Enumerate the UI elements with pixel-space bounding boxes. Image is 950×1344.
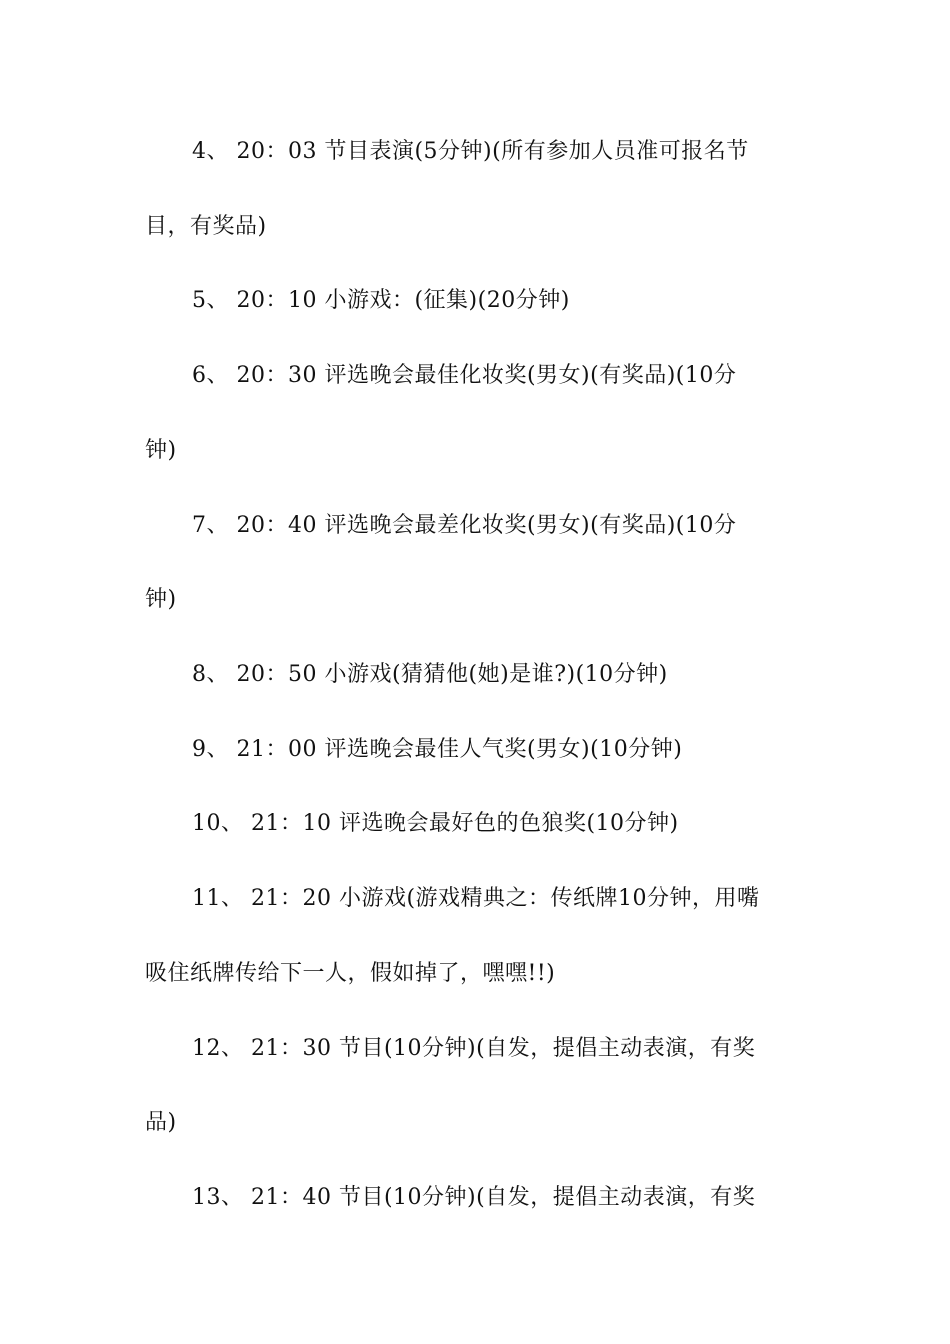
schedule-item-4: 4、 20：03 节目表演(5分钟)(所有参加人员准可报名节 <box>192 139 749 164</box>
schedule-item-7-continued: 钟) <box>145 587 177 612</box>
schedule-item-12-continued: 品) <box>145 1110 177 1135</box>
schedule-item-8: 8、 20：50 小游戏(猜猜他(她)是谁?)(10分钟) <box>192 662 668 687</box>
schedule-item-6: 6、 20：30 评选晚会最佳化妆奖(男女)(有奖品)(10分 <box>192 363 737 388</box>
schedule-item-4-continued: 目，有奖品) <box>145 214 267 239</box>
schedule-item-11: 11、 21：20 小游戏(游戏精典之：传纸牌10分钟，用嘴 <box>192 886 760 911</box>
schedule-item-11-continued: 吸住纸牌传给下一人，假如掉了，嘿嘿!!) <box>145 961 556 986</box>
schedule-item-7: 7、 20：40 评选晚会最差化妆奖(男女)(有奖品)(10分 <box>192 513 737 538</box>
schedule-item-6-continued: 钟) <box>145 438 177 463</box>
schedule-item-9: 9、 21：00 评选晚会最佳人气奖(男女)(10分钟) <box>192 737 683 762</box>
schedule-item-13: 13、 21：40 节目(10分钟)(自发，提倡主动表演，有奖 <box>192 1185 756 1210</box>
schedule-item-10: 10、 21：10 评选晚会最好色的色狼奖(10分钟) <box>192 811 679 836</box>
schedule-item-12: 12、 21：30 节目(10分钟)(自发，提倡主动表演，有奖 <box>192 1036 756 1061</box>
schedule-item-5: 5、 20：10 小游戏：(征集)(20分钟) <box>192 288 570 313</box>
